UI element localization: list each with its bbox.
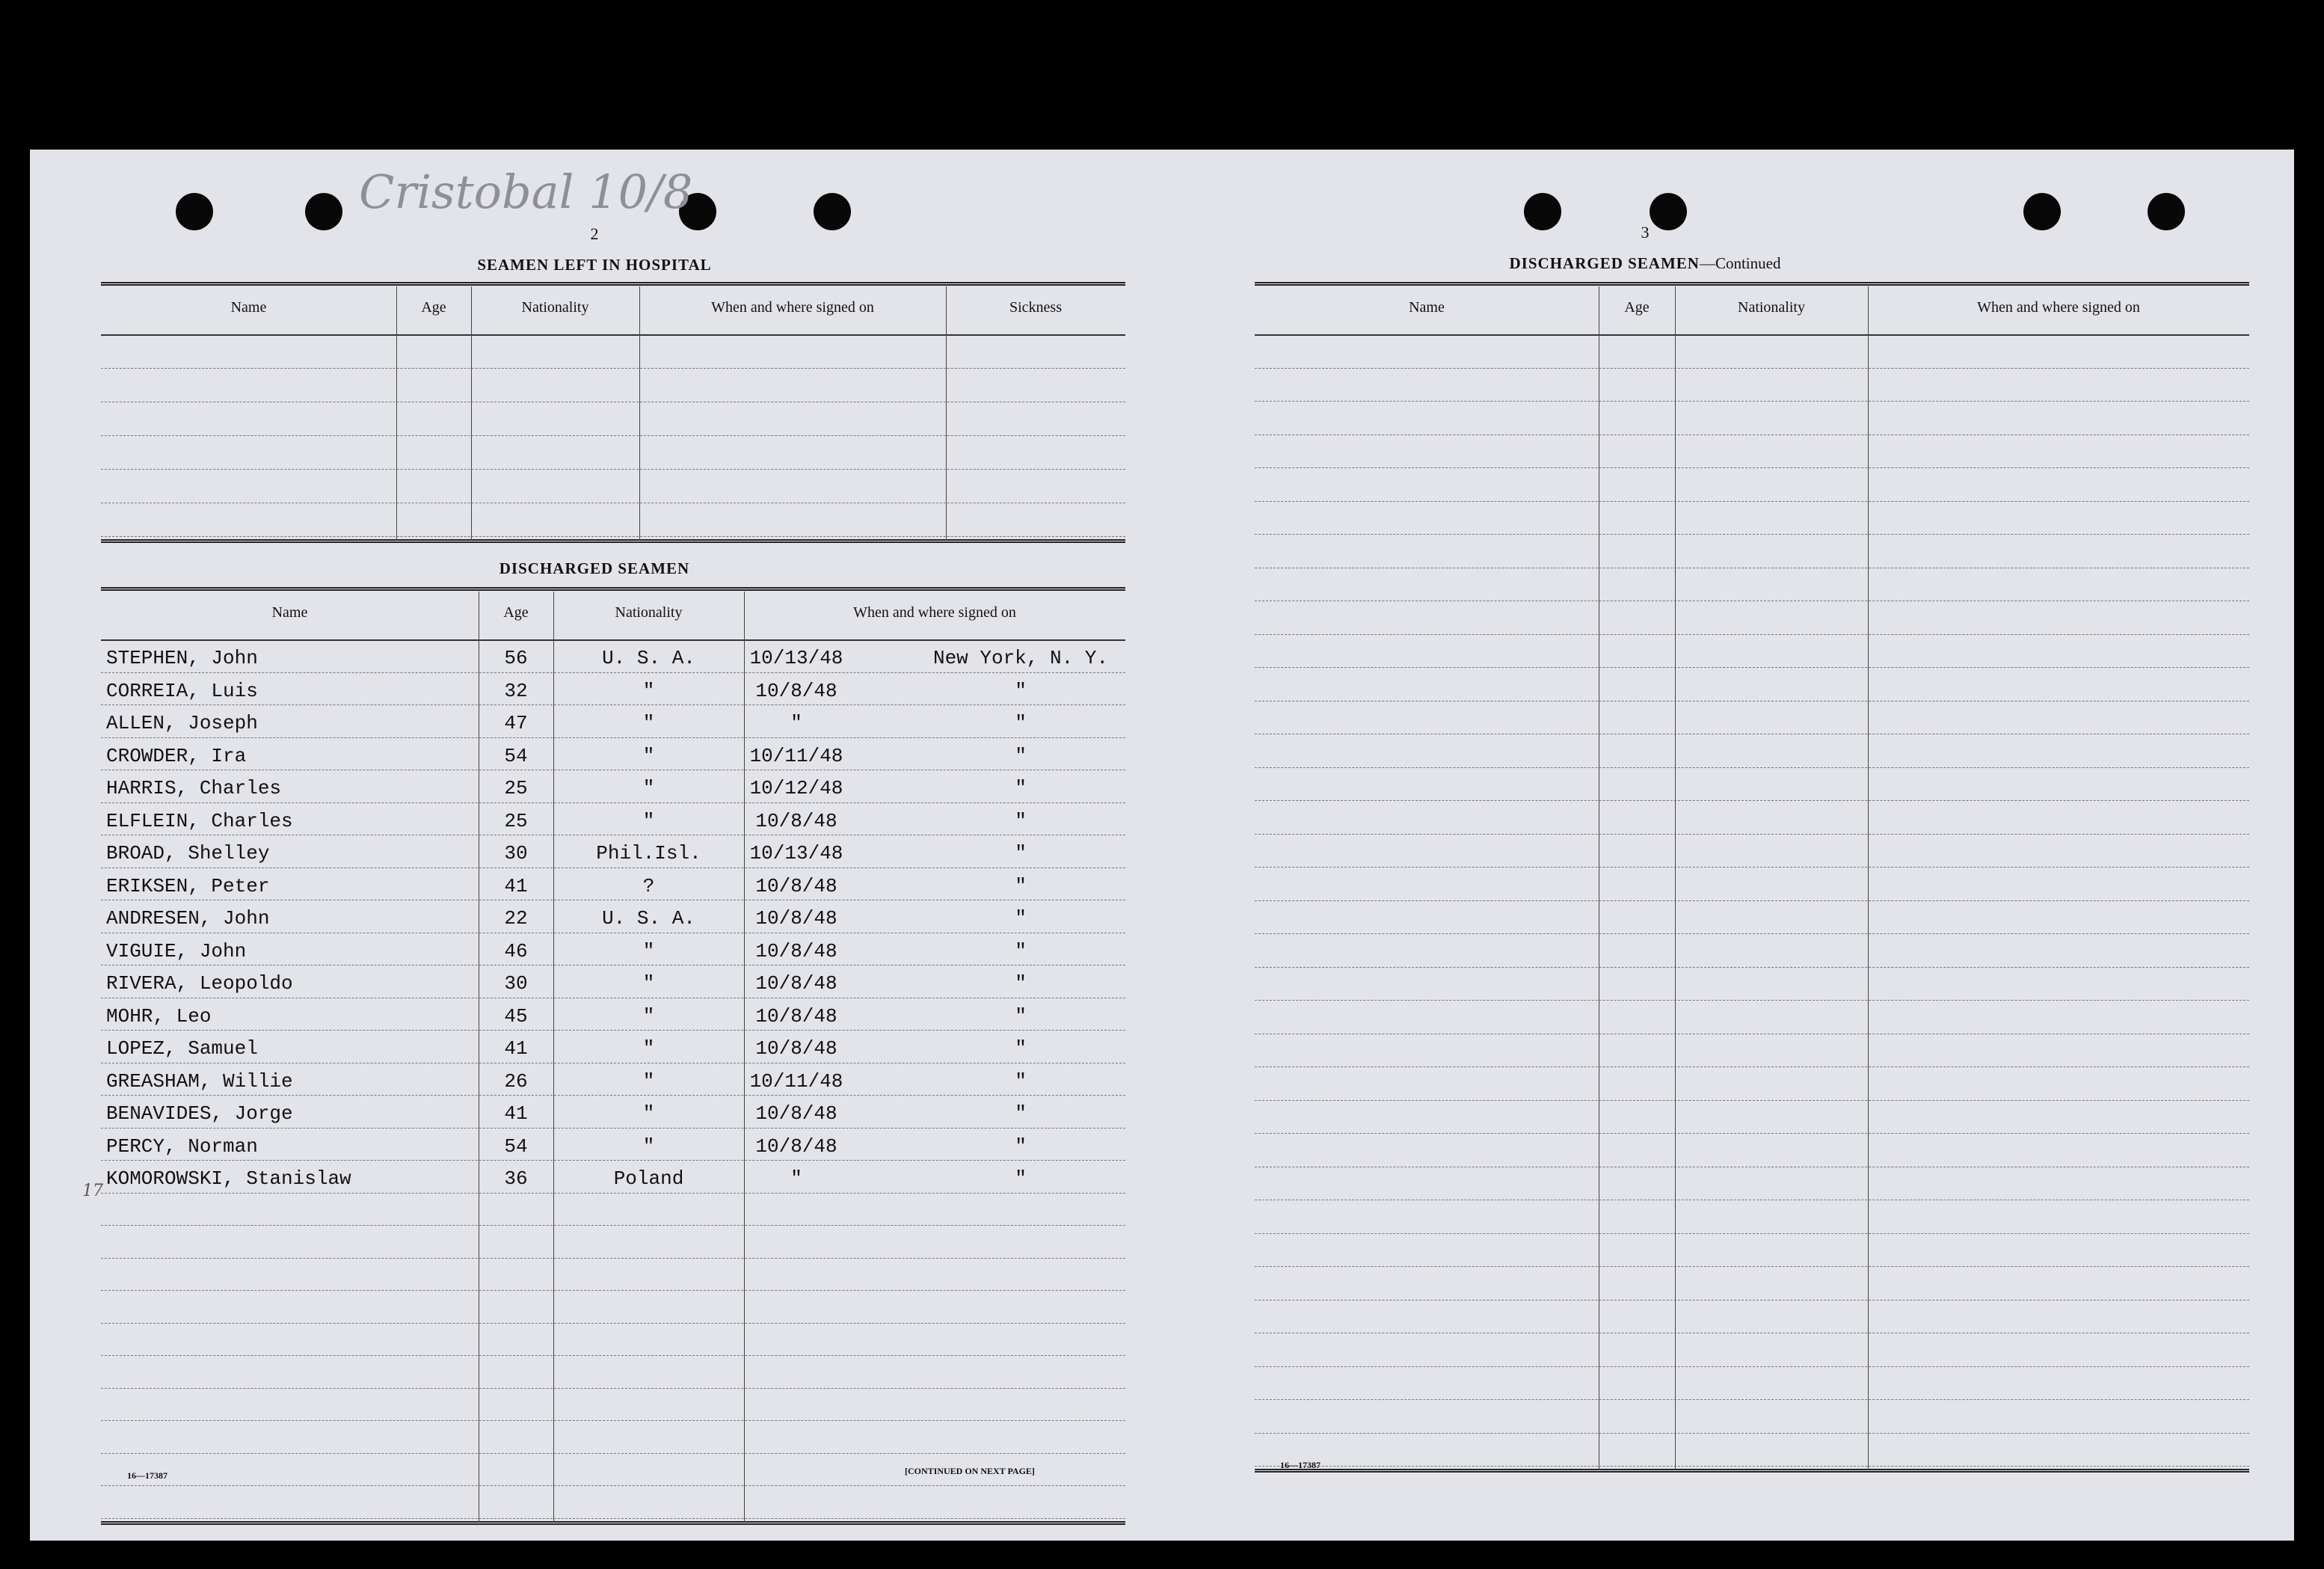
title-main: DISCHARGED SEAMEN: [1509, 254, 1700, 272]
seaman-age: 41: [504, 1102, 528, 1125]
signed-on-date: 10/8/48: [755, 809, 837, 832]
signed-on-place: ": [1015, 1037, 1027, 1060]
seaman-nationality: ": [642, 972, 655, 995]
column-header: Nationality: [521, 299, 589, 316]
form-number: 16—17387: [1280, 1460, 1321, 1470]
row-rule: [1255, 1066, 2249, 1067]
signed-on-place: New York, N. Y.: [932, 647, 1109, 669]
row-rule: [101, 672, 1125, 673]
seaman-age: 25: [504, 809, 528, 832]
seaman-nationality: ": [642, 679, 655, 702]
discharged-continued-title: [1166, 254, 2124, 273]
header-rule: [101, 639, 1125, 641]
row-rule: [1255, 368, 2249, 369]
row-rule: [1255, 501, 2249, 502]
seaman-nationality: ": [642, 744, 655, 767]
seaman-nationality: Poland: [613, 1167, 684, 1190]
seaman-age: 41: [504, 874, 528, 897]
column-header: Nationality: [1738, 299, 1805, 316]
row-rule: [1255, 1466, 2249, 1467]
row-rule: [101, 1030, 1125, 1031]
seaman-name: PERCY, Norman: [106, 1134, 258, 1158]
row-rule: [1255, 467, 2249, 468]
signed-on-place: ": [1015, 907, 1027, 930]
row-rule: [1255, 1100, 2249, 1101]
signed-on-date: 10/8/48: [755, 907, 837, 930]
punch-hole: [2148, 193, 2185, 230]
seaman-age: 30: [504, 972, 528, 995]
header-rule: [1255, 334, 2249, 336]
seaman-nationality: U. S. A.: [602, 907, 695, 930]
signed-on-place: ": [1015, 1004, 1027, 1028]
seaman-age: 41: [504, 1037, 528, 1060]
column-header: When and where signed on: [853, 604, 1016, 621]
row-rule: [101, 469, 1125, 470]
seaman-name: STEPHEN, John: [106, 647, 258, 669]
seaman-age: 26: [504, 1069, 528, 1093]
row-rule: [101, 536, 1125, 537]
signed-on-place: ": [1015, 939, 1027, 962]
row-rule: [1255, 534, 2249, 535]
hospital-title: SEAMEN LEFT IN HOSPITAL: [477, 256, 712, 274]
column-header: Age: [1624, 299, 1650, 316]
row-rule: [1255, 867, 2249, 868]
seaman-age: 47: [504, 712, 528, 734]
row-rule: [1255, 1233, 2249, 1234]
seaman-nationality: ": [642, 777, 655, 799]
header-rule: [101, 334, 1125, 336]
row-rule: [101, 1225, 1125, 1226]
signed-on-date: 10/8/48: [755, 1134, 837, 1158]
row-rule: [1255, 1399, 2249, 1400]
signed-on-place: ": [1015, 809, 1027, 832]
column-header: When and where signed on: [711, 299, 874, 316]
signed-on-date: ": [790, 1167, 802, 1190]
seaman-name: MOHR, Leo: [106, 1004, 212, 1028]
signed-on-place: ": [1015, 874, 1027, 897]
row-rule: [1255, 1266, 2249, 1267]
row-rule: [101, 1258, 1125, 1259]
column-header: Nationality: [615, 604, 683, 621]
row-rule: [101, 368, 1125, 369]
seaman-nationality: ": [642, 1004, 655, 1028]
page-number: 3: [1641, 223, 1650, 242]
seaman-name: ERIKSEN, Peter: [106, 874, 270, 897]
seaman-name: LOPEZ, Samuel: [106, 1037, 258, 1060]
row-rule: [101, 737, 1125, 738]
column-header: Sickness: [1009, 299, 1062, 316]
row-rule: [101, 704, 1125, 705]
row-rule: [101, 1128, 1125, 1129]
continued-note: [CONTINUED ON NEXT PAGE]: [905, 1466, 1035, 1476]
row-rule: [1255, 1300, 2249, 1301]
seaman-name: ELFLEIN, Charles: [106, 809, 293, 832]
signed-on-date: 10/8/48: [755, 1037, 837, 1060]
table-bottom-rule: [1255, 1469, 2249, 1473]
signed-on-date: 10/13/48: [749, 647, 843, 669]
signed-on-place: ": [1015, 1102, 1027, 1125]
column-rule: [946, 286, 947, 541]
row-rule: [1255, 800, 2249, 801]
seaman-nationality: ?: [642, 874, 655, 897]
row-rule: [101, 1355, 1125, 1356]
seaman-age: 54: [504, 744, 528, 767]
row-rule: [101, 1193, 1125, 1194]
table-top-rule: [101, 587, 1125, 591]
seaman-name: KOMOROWSKI, Stanislaw: [106, 1167, 351, 1190]
seaman-age: 56: [504, 647, 528, 669]
seaman-nationality: ": [642, 809, 655, 832]
signed-on-date: 10/8/48: [755, 679, 837, 702]
row-rule: [101, 1518, 1125, 1519]
seaman-name: ALLEN, Joseph: [106, 712, 258, 734]
signed-on-date: 10/12/48: [749, 777, 843, 799]
signed-on-date: 10/8/48: [755, 1102, 837, 1125]
seaman-age: 25: [504, 777, 528, 799]
form-number: 16—17387: [127, 1470, 167, 1481]
row-rule: [1255, 767, 2249, 768]
signed-on-place: ": [1015, 972, 1027, 995]
column-header: When and where signed on: [1977, 299, 2140, 316]
column-header: Name: [271, 604, 308, 621]
signed-on-place: ": [1015, 842, 1027, 865]
signed-on-date: 10/8/48: [755, 972, 837, 995]
seaman-age: 30: [504, 842, 528, 865]
signed-on-date: 10/11/48: [749, 1069, 843, 1093]
signed-on-date: ": [790, 712, 802, 734]
row-rule: [101, 435, 1125, 436]
signed-on-place: ": [1015, 712, 1027, 734]
row-rule: [1255, 401, 2249, 402]
row-rule: [101, 1323, 1125, 1324]
row-rule: [101, 1095, 1125, 1096]
signed-on-place: ": [1015, 1167, 1027, 1190]
seaman-nationality: ": [642, 1102, 655, 1125]
seaman-name: CORREIA, Luis: [106, 679, 258, 702]
signed-on-date: 10/8/48: [755, 939, 837, 962]
row-rule: [1255, 634, 2249, 635]
column-header: Age: [503, 604, 529, 621]
column-header: Age: [421, 299, 446, 316]
row-rule: [101, 1485, 1125, 1486]
seaman-nationality: ": [642, 712, 655, 734]
row-rule: [1255, 834, 2249, 835]
margin-mark: 17: [82, 1182, 103, 1200]
row-rule: [1255, 1133, 2249, 1134]
row-rule: [101, 1290, 1125, 1291]
table-bottom-rule: [101, 1521, 1125, 1525]
document-sheet: [30, 150, 2294, 1541]
table-top-rule: [101, 282, 1125, 286]
column-rule: [1868, 286, 1869, 1470]
seaman-name: GREASHAM, Willie: [106, 1069, 293, 1093]
row-rule: [101, 1420, 1125, 1421]
column-header: Name: [1409, 299, 1445, 316]
seaman-nationality: ": [642, 939, 655, 962]
signed-on-place: ": [1015, 1134, 1027, 1158]
signed-on-place: ": [1015, 1069, 1027, 1093]
signed-on-place: ": [1015, 744, 1027, 767]
column-rule: [1675, 286, 1676, 1470]
column-rule: [639, 286, 640, 541]
seaman-age: 45: [504, 1004, 528, 1028]
page-number: 2: [590, 224, 599, 243]
signed-on-place: ": [1015, 777, 1027, 799]
signed-on-date: 10/8/48: [755, 1004, 837, 1028]
seaman-nationality: ": [642, 1069, 655, 1093]
seaman-age: 54: [504, 1134, 528, 1158]
table-top-rule: [1255, 282, 2249, 286]
table-bottom-rule: [101, 539, 1125, 543]
column-rule: [471, 286, 472, 541]
signed-on-date: 10/8/48: [755, 874, 837, 897]
column-rule: [396, 286, 397, 541]
signed-on-place: ": [1015, 679, 1027, 702]
seaman-name: VIGUIE, John: [106, 939, 247, 962]
title-suffix: —Continued: [1699, 254, 1781, 272]
row-rule: [101, 802, 1125, 803]
signed-on-date: 10/13/48: [749, 842, 843, 865]
row-rule: [1255, 1000, 2249, 1001]
row-rule: [101, 1388, 1125, 1389]
row-rule: [1255, 933, 2249, 934]
row-rule: [101, 1453, 1125, 1454]
signed-on-date: 10/11/48: [749, 744, 843, 767]
seaman-name: ANDRESEN, John: [106, 907, 270, 930]
seaman-nationality: U. S. A.: [602, 647, 695, 669]
seaman-age: 32: [504, 679, 528, 702]
seaman-nationality: ": [642, 1037, 655, 1060]
row-rule: [101, 1160, 1125, 1161]
seaman-age: 22: [504, 907, 528, 930]
seaman-nationality: ": [642, 1134, 655, 1158]
row-rule: [1255, 667, 2249, 668]
seaman-age: 36: [504, 1167, 528, 1190]
handwritten-note: Cristobal 10/8: [359, 165, 693, 219]
row-rule: [1255, 967, 2249, 968]
seaman-nationality: Phil.Isl.: [596, 842, 701, 865]
seaman-name: BROAD, Shelley: [106, 842, 270, 865]
seaman-name: CROWDER, Ira: [106, 744, 247, 767]
row-rule: [1255, 1433, 2249, 1434]
column-header: Name: [230, 299, 267, 316]
discharged-title: DISCHARGED SEAMEN: [499, 559, 690, 577]
seaman-name: BENAVIDES, Jorge: [106, 1102, 293, 1125]
seaman-age: 46: [504, 939, 528, 962]
row-rule: [1255, 900, 2249, 901]
row-rule: [1255, 1366, 2249, 1367]
seaman-name: RIVERA, Leopoldo: [106, 972, 293, 995]
seaman-name: HARRIS, Charles: [106, 777, 282, 799]
